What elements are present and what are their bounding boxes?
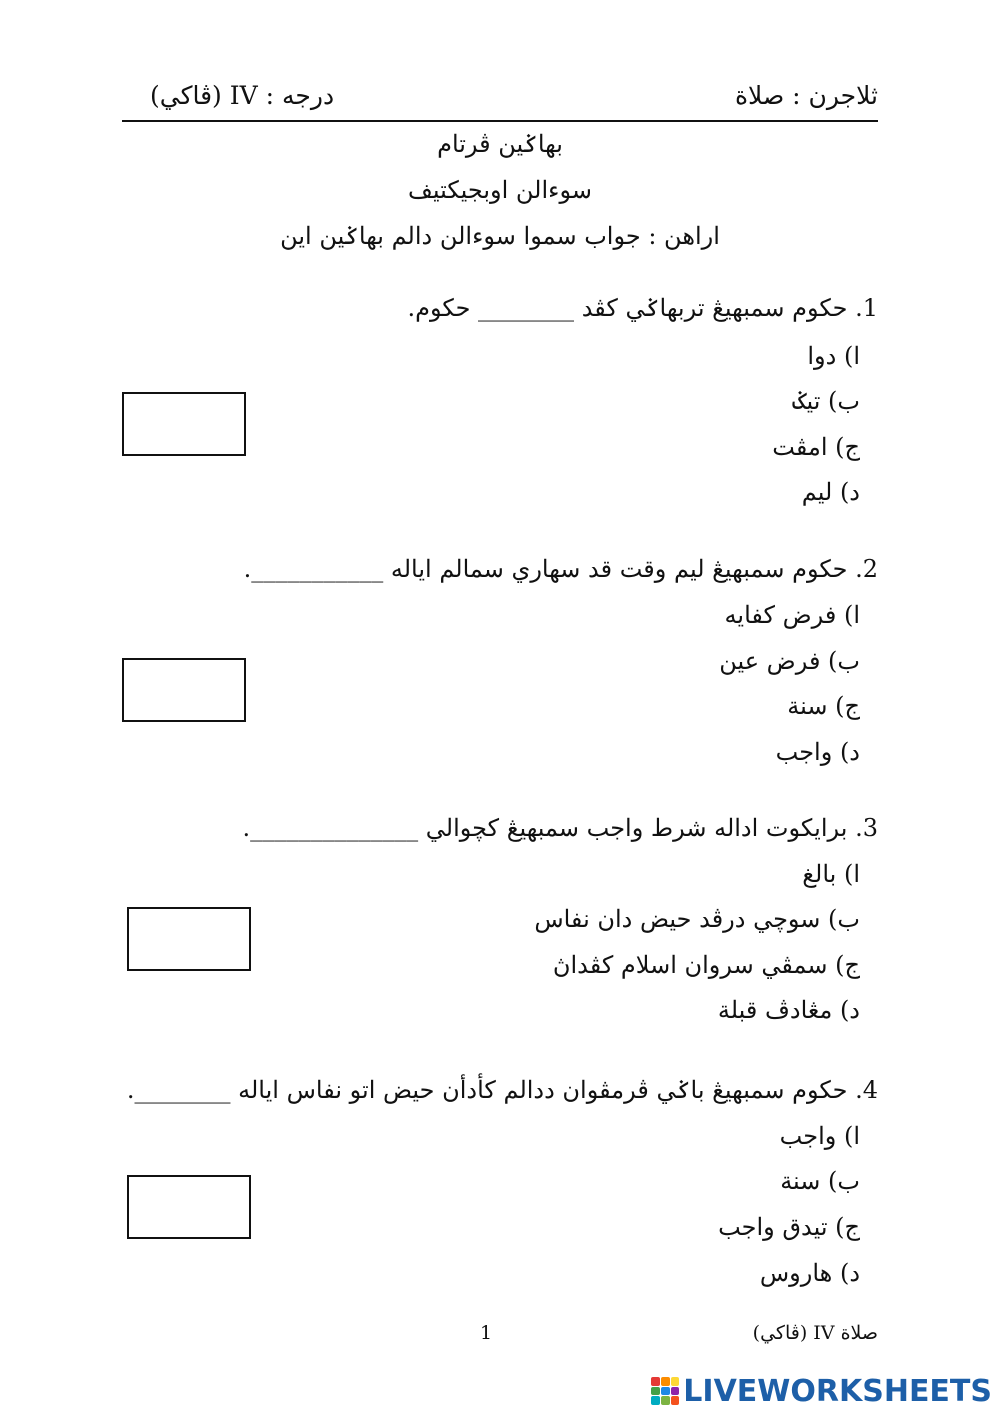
question-number: 4.: [855, 1076, 878, 1104]
question-1: [407, 292, 878, 324]
header-divider: [122, 120, 878, 122]
option-b: ب) فرض عين: [719, 647, 860, 675]
option-c: ج) سنة: [787, 692, 860, 720]
option-a: ا) واجب: [779, 1122, 860, 1150]
question-stem: حکوم سمبهيڠ تربهاݢي کڤد ________ حکوم.: [407, 294, 848, 322]
option-d: د) واجب: [775, 738, 860, 766]
answer-box-4[interactable]: [127, 1175, 251, 1239]
section-title: بهاݢين ڤرتام: [437, 130, 563, 158]
answer-box-2[interactable]: [122, 658, 246, 722]
question-stem: برايکوت اداله شرط واجب سمبهيڠ کچوالي ______________.: [242, 814, 848, 842]
option-b: ب) سنة: [780, 1167, 860, 1195]
liveworksheets-brand[interactable]: [651, 1374, 992, 1408]
liveworksheets-logo-icon: [651, 1377, 679, 1405]
answer-box-3[interactable]: [127, 907, 251, 971]
question-stem: حکوم سمبهيڠ ليم وقت قد سهاري سمالم اياله ___________.: [243, 555, 848, 583]
option-c: ج) سمڤي سروان اسلام کڤداڽ: [552, 951, 860, 979]
option-d: د) هاروس: [759, 1259, 860, 1287]
option-a: ا) دوا: [807, 342, 860, 370]
question-3: [243, 812, 879, 844]
option-b: ب) سوچي درڤد حيض دان نفاس: [534, 905, 860, 933]
footer-label: صلاة IV (ڤاکي): [752, 1322, 878, 1344]
question-4: [127, 1074, 878, 1106]
option-a: ا) فرض کفايه: [724, 601, 860, 629]
option-a: ا) بالغ: [802, 860, 860, 888]
option-b: ب) تيݢ: [792, 387, 860, 415]
question-number: 1.: [855, 294, 878, 322]
answer-box-1[interactable]: [122, 392, 246, 456]
brand-name: LIVEWORKSHEETS: [683, 1373, 992, 1409]
question-stem: حکوم سمبهيڠ باݢي ڤرمڤوان ددالم کأدأن حيض اتو نفاس اياله ________.: [126, 1076, 848, 1104]
section-subtitle: سوءالن اوبجيکتيف: [408, 176, 592, 204]
grade-label: درجه : IV (ڤاکي): [150, 81, 335, 110]
option-c: ج) امڤت: [772, 433, 860, 461]
subject-label: ثلاجرن : صلاة: [734, 81, 878, 110]
option-c: ج) تيدق واجب: [718, 1213, 860, 1241]
instructions: اراهن : جواب سموا سوءالن دالم بهاݢين اين: [280, 222, 720, 250]
option-d: د) مڠادڤ قبلة: [717, 996, 860, 1024]
question-number: 2.: [855, 555, 878, 583]
question-2: [244, 553, 878, 585]
question-number: 3.: [855, 814, 878, 842]
page-number: 1: [480, 1322, 493, 1344]
option-d: د) ليم: [801, 478, 860, 506]
